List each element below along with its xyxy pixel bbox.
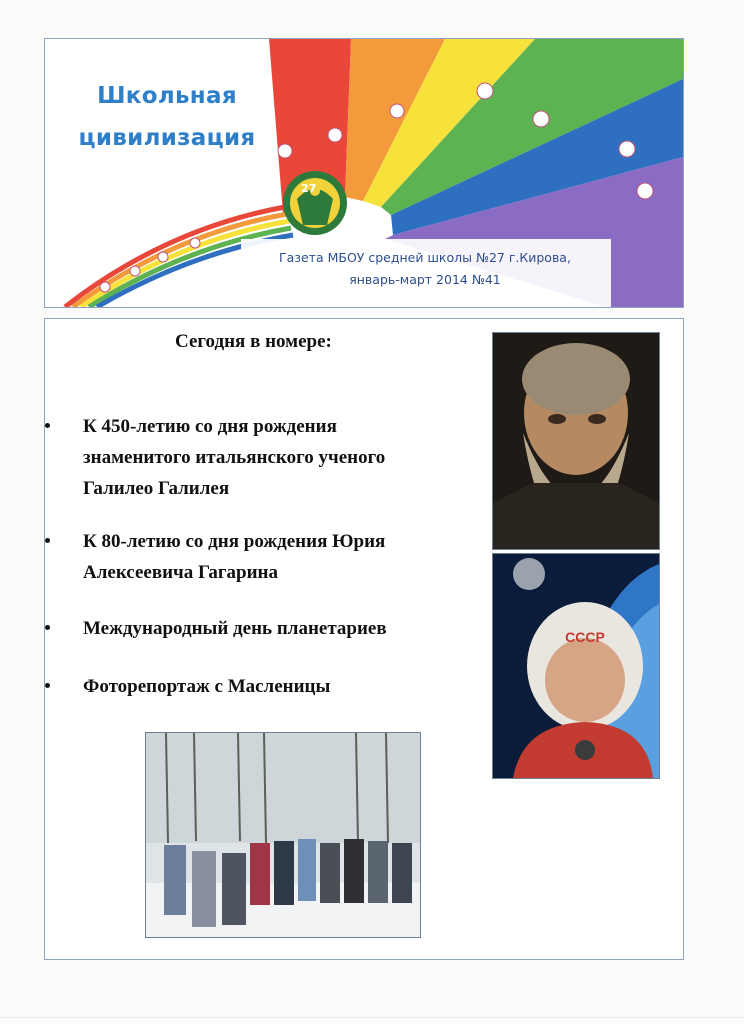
bullet-icon xyxy=(45,683,50,688)
title-line-2: цивилизация xyxy=(78,125,256,151)
contents-item-planetarium: Международный день планетариев xyxy=(83,613,473,644)
bullet-icon xyxy=(45,423,50,428)
newspaper-subtitle xyxy=(240,247,610,291)
helmet-text: СССР xyxy=(565,629,605,645)
title-line-1: Школьная xyxy=(97,83,237,109)
newspaper-title xyxy=(67,75,267,159)
page-edge xyxy=(0,1017,744,1018)
bullet-icon xyxy=(45,625,50,630)
contents-item-gagarin: К 80-летию со дня рождения Юрия Алексеевича Гагарина xyxy=(83,526,473,588)
contents-panel xyxy=(44,318,684,960)
subtitle-line-1: Газета МБОУ средней школы №27 г.Кирова, xyxy=(279,250,571,265)
gagarin-portrait xyxy=(492,553,660,779)
subtitle-line-2: январь-март 2014 №41 xyxy=(349,272,501,287)
contents-item-galileo: К 450-летию со дня рождения знаменитого итальянского ученого Галилео Галилея xyxy=(83,411,473,504)
contents-item-maslenitsa: Фоторепортаж с Масленицы xyxy=(83,671,473,702)
galileo-portrait xyxy=(492,332,660,550)
maslenitsa-photo xyxy=(145,732,421,938)
masthead xyxy=(44,38,684,308)
school-emblem xyxy=(283,171,347,235)
emblem-number: 27 xyxy=(301,182,317,195)
bullet-icon xyxy=(45,538,50,543)
contents-heading: Сегодня в номере: xyxy=(175,331,332,352)
